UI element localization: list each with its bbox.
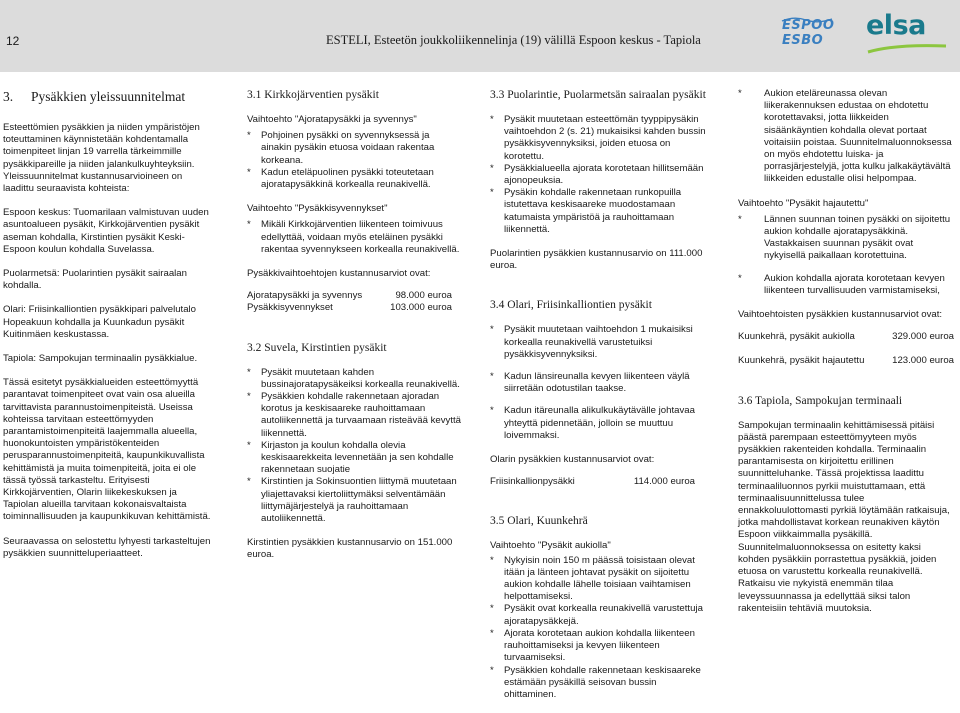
list-item: * Pysäkit muutetaan kahden bussinajoratapysäkeiksi korkealla reunakivellä. bbox=[247, 366, 460, 390]
paragraph: Puolarmetsä: Puolarintien pysäkit sairaalan kohdalla. bbox=[3, 268, 187, 292]
section-3-heading: Pysäkkien yleissuunnitelmat bbox=[31, 89, 186, 104]
paragraph: Olari: Friisinkalliontien pysäkkipari palvelutalo Hopeakuun kohdalla ja Kuunkadun pysäkit Kuitinmäen keskustassa. bbox=[3, 304, 197, 340]
paragraph: Seuraavassa on selostettu lyhyesti tarkasteltujen pysäkkien suunnitteluperiaatteet. bbox=[3, 535, 211, 559]
bullet-list bbox=[738, 88, 954, 186]
elsa-swoosh-icon bbox=[866, 42, 948, 56]
bullet-list bbox=[738, 214, 954, 297]
section-3-6-title: 3.6 Tapiola, Sampokujan terminaali bbox=[738, 394, 903, 407]
page-number: 12 bbox=[6, 34, 20, 48]
cost-summary: Kirstintien pysäkkien kustannusarvio on 151.000 euroa. bbox=[247, 537, 453, 561]
list-item: * Pysäkkien kohdalle rakennetaan keskisaareke estämään pysäkillä seisovan bussin ohittaminen. bbox=[490, 664, 701, 700]
espoo-logo bbox=[772, 16, 834, 60]
bullet-list bbox=[247, 219, 462, 256]
alternative-label: Vaihtoehto "Pysäkkisyvennykset" bbox=[247, 203, 388, 215]
cost-title: Vaihtoehtoisten pysäkkien kustannusarviot ovat: bbox=[738, 309, 943, 321]
cost-row: Ajoratapysäkki ja syvennys 98.000 euroa bbox=[247, 290, 452, 302]
cost-title: Pysäkkivaihtoehtojen kustannusarviot ovat: bbox=[247, 268, 431, 280]
running-title: ESTELI, Esteetön joukkoliikennelinja (19) välillä Espoon keskus - Tapiola bbox=[326, 33, 701, 47]
cost-title: Olarin pysäkkien kustannusarviot ovat: bbox=[490, 454, 655, 466]
paragraph: Tässä esitetyt pysäkkialueiden esteettömyyttä parantavat toimenpiteet ovat vain osa alueilla tarvittavista parannustoimenpiteistä. Useissa kohteissa tarvitaan esteettömyyden parantamistoimenpiteitä laajemmalla alueella, huonokuntoisten ympäristökenteiden perusparannustoimenpiteitä, kaupunkikuvallista kehittämistä ja muita toimenpiteitä, joita ei ole tässä työssä tarkasteltu. Erityisesti Kirkkojärventien, Olarin liikekeskuksen ja Tapiolan alueilla tarvitaan kokonaisvaltaista toiminnallisuuden ja kaupunkikuvan kehittämistä. bbox=[3, 377, 211, 523]
cost-row: Kuunkehrä, pysäkit hajautettu 123.000 euroa bbox=[738, 355, 954, 367]
column-2 bbox=[247, 88, 462, 574]
bullet-list bbox=[490, 114, 708, 236]
column-4 bbox=[738, 88, 954, 627]
esbo-logo-text: ESBO bbox=[782, 33, 824, 48]
alternative-label: Vaihtoehto "Ajoratapysäkki ja syvennys" bbox=[247, 114, 417, 125]
section-3-4-title: 3.4 Olari, Friisinkalliontien pysäkit bbox=[490, 299, 652, 312]
column-1 bbox=[3, 88, 213, 572]
list-item: * Pysäkit ovat korkealla reunakivellä varustettuja ajoratapysäkkejä. bbox=[490, 603, 703, 627]
bullet-list bbox=[247, 367, 462, 526]
paragraph: Tapiola: Sampokujan terminaalin pysäkkialue. bbox=[3, 353, 198, 365]
alternative-label: Vaihtoehto "Pysäkit aukiolla" bbox=[490, 540, 611, 552]
section-3-2-title: 3.2 Suvela, Kirstintien pysäkit bbox=[247, 341, 387, 354]
column-3 bbox=[490, 88, 708, 713]
list-item: * Aukion eteläreunassa olevan liikerakennuksen edustaa on ehdotettu korotettavaksi, jotta liikkeiden sisäänkäyntien kohdalla olevat portaat voitaisiin poistaa. Suunnitelmaluonnoksessa on myös ehdotettu luiska- ja porrasjärjestelyjä, jotta kulku jalkakäytävältä liikkeiden edustalle olisi helpompaa. bbox=[738, 88, 952, 185]
section-3-5-title: 3.5 Olari, Kuunkehrä bbox=[490, 515, 588, 528]
list-item: * Kadun eteläpuolinen pysäkki toteutetaan ajoratapysäkkinä korkealla reunakivellä. bbox=[247, 166, 434, 191]
cost-row: Pysäkkisyvennykset 103.000 euroa bbox=[247, 302, 452, 314]
section-3-number: 3. bbox=[3, 89, 14, 104]
paragraph: Esteettömien pysäkkien ja niiden ympäristöjen toteuttaminen käynnistetään kohdentamalla toimenpiteet linjan 19 varrella tärkeimmille pysäkkipareille ja niiden jalankulkuyhteyksiin. Yleissuunnitelmat kustannusarvioineen on laadittu seuraavista kohteista: bbox=[3, 122, 200, 195]
espoo-logo-text: ESPOO bbox=[782, 18, 835, 33]
section-3-3-title: 3.3 Puolarintie, Puolarmetsän sairaalan pysäkit bbox=[490, 89, 706, 101]
list-item: * Kirstintien ja Sokinsuontien liittymä muutetaan yliajettavaksi kiertoliittymäksi selventämään liittymäjärjestelyä ja rauhoittamaan autoliikennettä. bbox=[247, 476, 457, 525]
cost-table bbox=[490, 476, 695, 488]
list-item: * Nykyisin noin 150 m päässä toisistaan olevat itään ja länteen johtavat pysäkit on sijoitettu aukion kohdalle lähelle toisiaan vaihtamisen helpottamiseksi. bbox=[490, 554, 695, 603]
list-item: * Pysäkkialueella ajorata korotetaan hillitsemään ajonopeuksia. bbox=[490, 162, 704, 187]
list-item: * Lännen suunnan toinen pysäkki on sijoitettu aukion kohdalle ajoratapysäkkinä. Vastakkaisen suunnan pysäkit ovat nykyisellä paikallaan korotettuina. bbox=[738, 213, 951, 262]
paragraph: Espoon keskus: Tuomarilaan valmistuvan uuden asuntoalueen pysäkit, Kirkkojärventien pysäkit aseman kohdalla, Kirstintien pysäkit Keski-Espoon koulun kohdalla Suvelassa. bbox=[3, 207, 209, 255]
cost-row: Friisinkallionpysäkki 114.000 euroa bbox=[490, 476, 695, 488]
list-item: * Pysäkkien kohdalle rakennetaan ajoradan korotus ja keskisaareke rauhoittamaan autoliikennettä ja turvaamaan risteävää kevyttä liikennettä. bbox=[247, 391, 461, 439]
list-item: * Mikäli Kirkkojärventien liikenteen toimivuus edellyttää, voidaan myös eteläinen pysäkki rakentaa syvennykseen korkealla reunakivellä. bbox=[247, 219, 460, 255]
section-3-1-title: 3.1 Kirkkojärventien pysäkit bbox=[247, 89, 379, 101]
bullet-list bbox=[490, 324, 708, 442]
section-3-title bbox=[3, 88, 213, 106]
list-item: * Pysäkit muutetaan esteettömän tyyppipysäkin vaihtoehdon 2 (s. 21) mukaisiksi kahden bussin pysäkkisyvennyksiksi, joiden etuosa on korotettu. bbox=[490, 114, 706, 162]
bullet-list bbox=[490, 555, 708, 701]
paragraph: Sampokujan terminaalin kehittämisessä pitäisi päästä parempaan esteettömyyteen myös pysäkkien rakenteiden kohdalla. Terminaalin parantamisesta on kirjoitettu erillinen suunnitteluhanke. Tässä projektissa laadittu terminaaliluonnos pyrkii muistuttamaan, että terminaalisuunnittelussa tulee ennakkoluulottomasti pyrkiä löytämään ratkaisuja, jotka mahdollistavat korkean reunakiven käytön Espoon viikkaimmalla pysäkillä. Suunnitelmaluonnoksessa on esitetty kaksi kohden pysäkkiin porrastettua pysäkkiä, joiden etuosa on varustettu korkealla reunakivellä. Ratkaisu vie nykyistä enemmän tilaa leveyssuunnassa ja edellyttää siksi talon rakenteisiin tehtäviä muutoksia. bbox=[738, 419, 950, 614]
list-item: * Kirjaston ja koulun kohdalla olevia keskisaarekkeita levennetään ja sen kohdalle rakennetaan suojatie bbox=[247, 439, 454, 476]
elsa-logo: elsa bbox=[866, 10, 926, 41]
list-item: * Aukion kohdalla ajorata korotetaan kevyen liikenteen turvallisuuden varmistamiseksi, bbox=[738, 272, 945, 296]
list-item: * Pohjoinen pysäkki on syvennyksessä ja ainakin pysäkin etuosa voidaan rakentaa korkeana. bbox=[247, 130, 435, 166]
list-item: * Pysäkit muutetaan vaihtoehdon 1 mukaisiksi korkealla reunakivellä varustetuiksi pysäkkisyvennyksiksi. bbox=[490, 324, 693, 360]
list-item: * Kadun itäreunalla alikulkukäytävälle johtavaa yhteyttä pidennetään, jolloin se muuttuu loivemmaksi. bbox=[490, 405, 695, 441]
cost-row: Kuunkehrä, pysäkit aukiolla 329.000 euroa bbox=[738, 331, 954, 343]
bullet-list bbox=[247, 130, 462, 191]
cost-table bbox=[247, 290, 452, 314]
list-item: * Ajorata korotetaan aukion kohdalla liikenteen rauhoittamiseksi ja kevyen liikenteen turvaamiseksi. bbox=[490, 627, 695, 664]
cost-summary: Puolarintien pysäkkien kustannusarvio on 111.000 euroa. bbox=[490, 248, 703, 272]
list-item: * Pysäkin kohdalle rakennetaan runkopuilla istutettava keskisaareke muodostamaan katumaista ympäristöä ja rauhoittamaan liikennettä. bbox=[490, 187, 682, 235]
alternative-label: Vaihtoehto "Pysäkit hajautettu" bbox=[738, 197, 869, 209]
list-item: * Kadun länsireunalla kevyen liikenteen väylä siirretään odotustilan taakse. bbox=[490, 371, 690, 395]
